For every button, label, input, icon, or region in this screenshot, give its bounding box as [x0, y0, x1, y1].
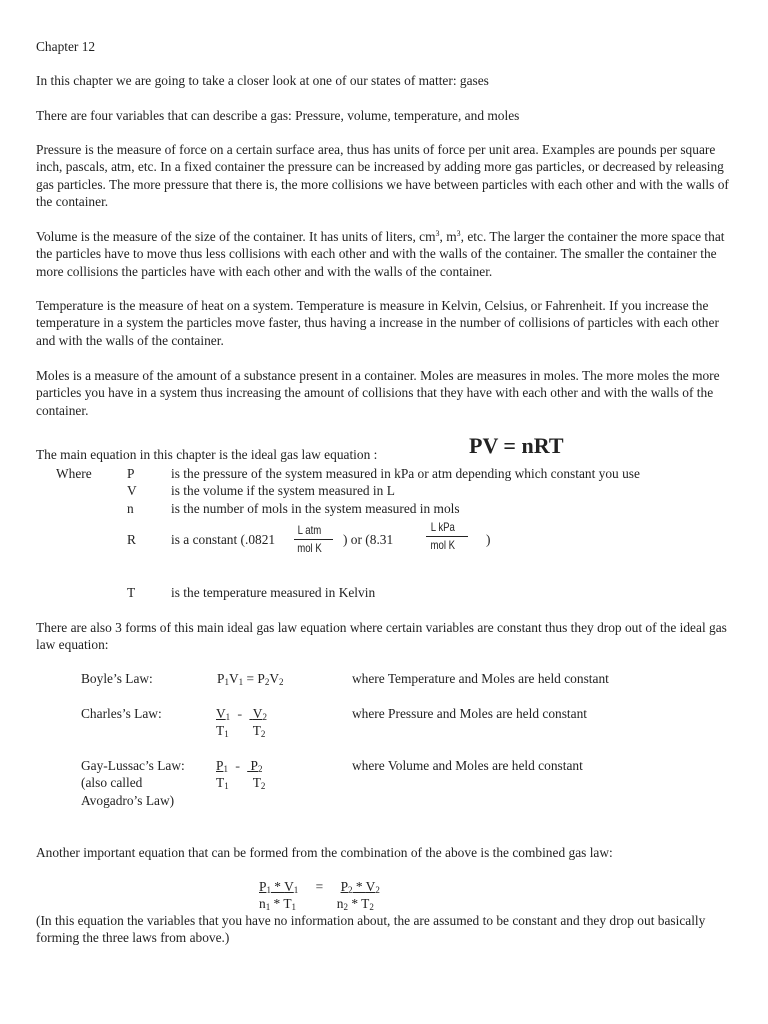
law-note: where Temperature and Moles are held constant [352, 671, 609, 686]
var-description: is the temperature measured in Kelvin [171, 585, 376, 600]
law-name: Gay-Lussac’s Law: [81, 758, 185, 773]
var-symbol: P [127, 466, 135, 481]
four-variables-paragraph: There are four variables that can describe a gas: Pressure, volume, temperature, and moles [36, 108, 520, 123]
law-note: where Pressure and Moles are held constant [352, 706, 588, 721]
combined-note: (In this equation the variables that you have no information about, the are assumed to be constant and they drop out basically forming the three laws from above.) [36, 913, 706, 946]
var-description: is the pressure of the system measured in kPa or atm depending which constant you use [171, 466, 640, 481]
var-symbol: V [127, 483, 137, 498]
pressure-paragraph: Pressure is the measure of force on a certain surface area, thus has units of force per unit area. Examples are pounds per square inch, pascals, atm, etc. In a fixed container the pressure can be increased by adding more gas particles, or decreased by releasing gas particles. The more pressure that there is, the more collisions we have between particles with each other and with the walls of the container. [36, 142, 729, 209]
where-label: Where [56, 466, 92, 481]
combined-law-numerators: $P_1 * V_1 = P_2 * V_2$ [259, 879, 380, 895]
combined-law-denominators: $n_1 * T_1$ $n_2 * T_2$ [259, 896, 374, 912]
law-note: where Volume and Moles are held constant [352, 758, 583, 773]
law-name: Charles’s Law: [81, 706, 162, 721]
combined-intro: Another important equation that can be formed from the combination of the above is the combined gas law: [36, 845, 613, 860]
r-constant-middle: ) or (8.31 [343, 532, 394, 547]
charles-law-equation: $V_1 = V_2$ [216, 706, 267, 722]
var-description: is the number of mols in the system measured in mols [171, 501, 460, 516]
var-description: is a constant (.0821 [171, 532, 276, 547]
moles-paragraph: Moles is a measure of the amount of a substance present in a container. Moles are measures in moles. The more moles the more particles you have in a system thus increasing the amount of collisions that they have with each other and with the walls of the container. [36, 368, 720, 418]
ideal-gas-intro: The main equation in this chapter is the ideal gas law equation : [36, 447, 378, 462]
gay-lussac-law-equation: $P_1 = P_2$ [216, 758, 263, 774]
var-description: is the volume if the system measured in L [171, 483, 395, 498]
forms-paragraph: There are also 3 forms of this main ideal gas law equation where certain variables are constant thus they drop out of the ideal gas law equation: [36, 620, 727, 653]
law-name-aside: (also called [81, 775, 143, 790]
volume-paragraph: Volume is the measure of the size of the container. It has units of liters, $cm^3$, $m^3$, etc. The larger the container the more space that the particles have to move thus less collisions with each other and with the walls of the container. The smaller the container the more collisions the particles have with each other and with the walls of the container. [36, 229, 725, 279]
law-name-aside: Avogadro’s Law) [81, 793, 175, 808]
charles-law-denominators: $T_1$ $T_2$ [216, 723, 266, 739]
ideal-gas-equation: PV = nRT [469, 433, 564, 458]
intro-paragraph: In this chapter we are going to take a closer look at one of our states of matter: gases [36, 73, 489, 88]
var-symbol: n [127, 501, 134, 516]
gay-lussac-law-denominators: $T_1$ $T_2$ [216, 775, 266, 791]
var-symbol: R [127, 532, 136, 547]
r-constant-kpa-unit: L kPa mol K [426, 519, 468, 555]
temperature-paragraph: Temperature is the measure of heat on a system. Temperature is measure in Kelvin, Celsius, or Fahrenheit. If you increase the temperature in a system the particles move faster, thus having a increase in the number of collisions of particles with each other and with the walls of the container. [36, 298, 719, 348]
boyles-law-equation: $P_1V_1 = P_2V_2$ [217, 671, 284, 687]
var-symbol: T [127, 585, 136, 600]
r-constant-close: ) [486, 532, 491, 547]
page-title: Chapter 12 [36, 39, 96, 54]
law-name: Boyle’s Law: [81, 671, 153, 686]
r-constant-atm-unit: L atm mol K [294, 522, 333, 558]
